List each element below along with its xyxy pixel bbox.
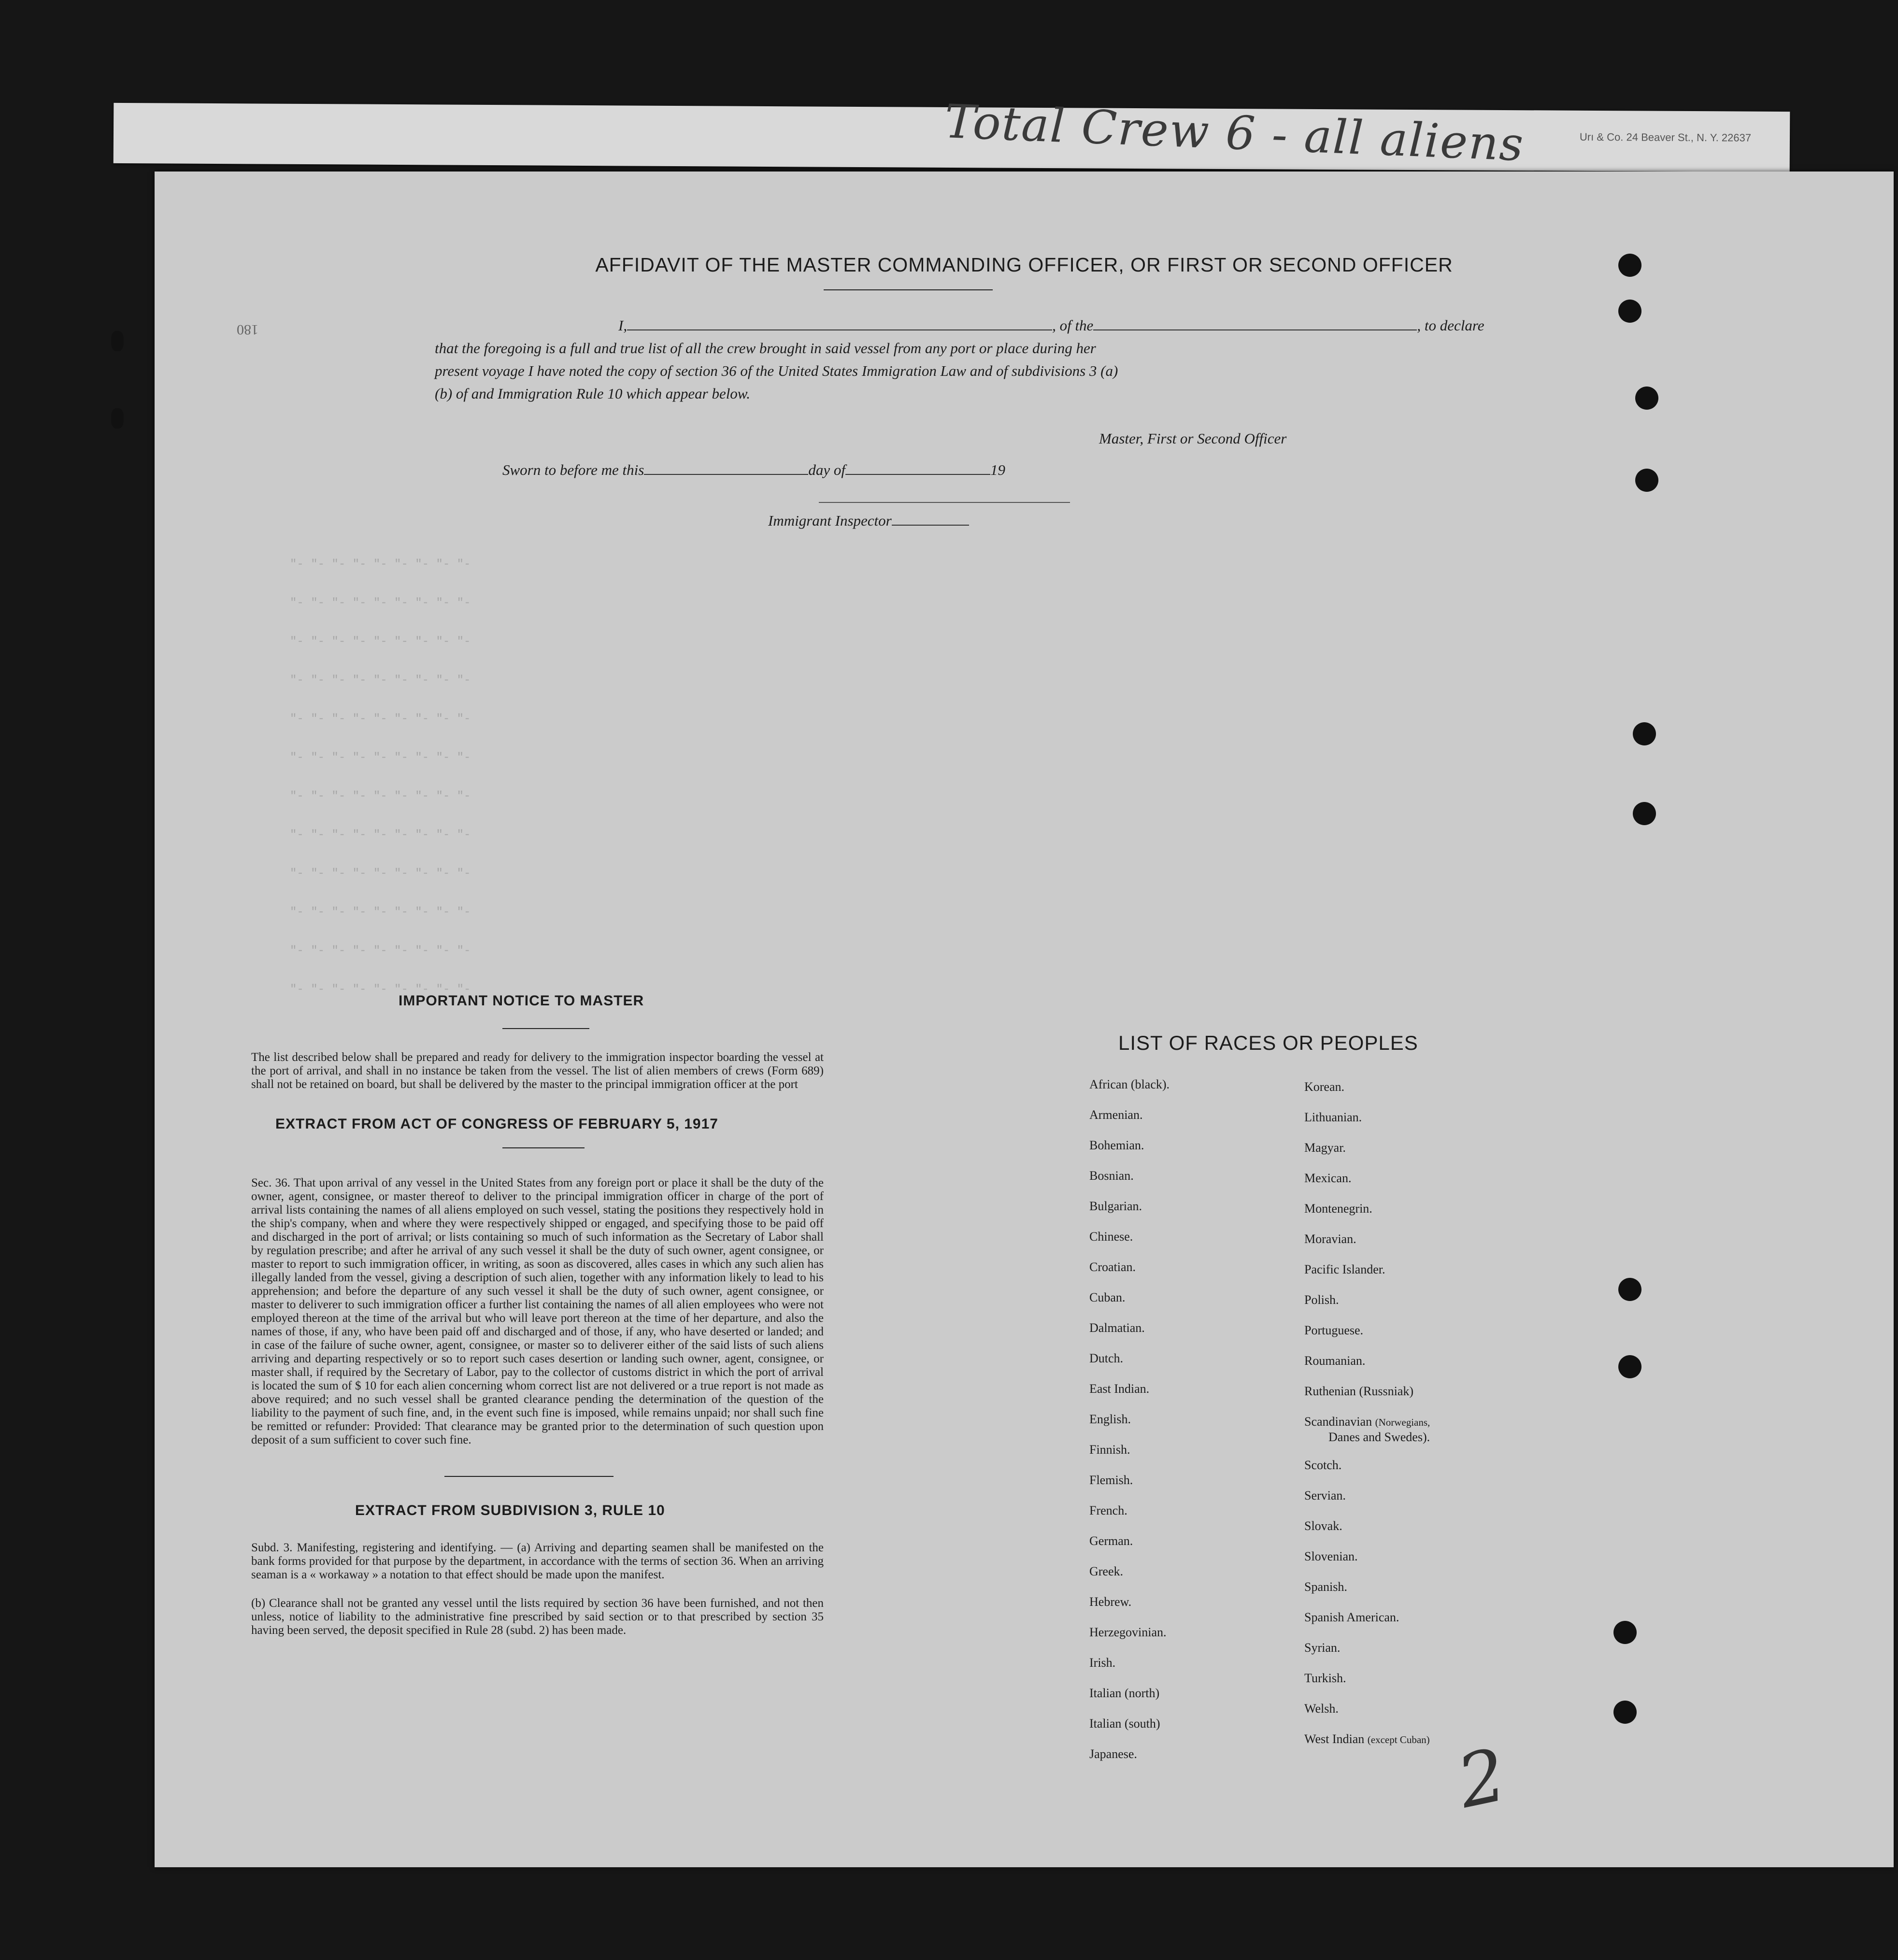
- punch-hole: [1613, 1621, 1637, 1644]
- race-item: Finnish.: [1089, 1443, 1130, 1457]
- bleed-through-text: "- "- "- "- "- "- "- "- "-: [290, 751, 471, 764]
- affidavit-title: AFFIDAVIT OF THE MASTER COMMANDING OFFICER, OR FIRST OR SECOND OFFICER: [595, 254, 1453, 276]
- act-title: EXTRACT FROM ACT OF CONGRESS OF FEBRUARY 5, 1917: [275, 1116, 718, 1132]
- punch-hole: [1635, 469, 1658, 492]
- affidavit-i: I,: [618, 317, 628, 334]
- sworn-day: day of: [808, 461, 845, 478]
- inspector-blank: [892, 525, 969, 526]
- race-item-note-text: Danes and Swedes).: [1328, 1430, 1430, 1444]
- handwritten-page-number: 2: [1450, 1732, 1513, 1825]
- act-underline: [502, 1147, 585, 1148]
- race-item: Armenian.: [1089, 1108, 1143, 1122]
- race-item: Herzegovinian.: [1089, 1625, 1167, 1639]
- race-item: Flemish.: [1089, 1473, 1133, 1487]
- punch-hole: [111, 331, 124, 351]
- race-item: Hebrew.: [1089, 1595, 1132, 1609]
- race-item: English.: [1089, 1412, 1131, 1426]
- punch-hole: [1633, 722, 1656, 745]
- sworn-month-blank: [845, 474, 990, 475]
- race-item: Portuguese.: [1304, 1323, 1364, 1337]
- inspector-text: Immigrant Inspector: [768, 512, 892, 529]
- race-item: Bohemian.: [1089, 1138, 1144, 1152]
- affidavit-text: [435, 314, 1484, 405]
- race-item-note: [1328, 1430, 1430, 1445]
- race-item: Italian (south): [1089, 1717, 1160, 1731]
- affidavit-of-the: , of the: [1052, 317, 1094, 334]
- printer-imprint: Urı & Co. 24 Beaver St., N. Y. 22637: [1579, 130, 1752, 144]
- race-item: Lithuanian.: [1304, 1110, 1362, 1124]
- race-item: Slovak.: [1304, 1519, 1342, 1533]
- bleed-through-text: "- "- "- "- "- "- "- "- "-: [290, 790, 471, 803]
- race-item: Welsh.: [1304, 1702, 1339, 1716]
- affidavit-declare: , to declare: [1417, 317, 1484, 334]
- notice-title: IMPORTANT NOTICE TO MASTER: [399, 993, 644, 1009]
- bleed-through-text: "- "- "- "- "- "- "- "- "-: [290, 674, 471, 687]
- races-title: LIST OF RACES OR PEOPLES: [1118, 1031, 1418, 1054]
- race-item: Scotch.: [1304, 1458, 1342, 1472]
- rule-body-b: (b) Clearance shall not be granted any vessel until the lists required by section 36 have been furnished, and not then unless, notice of liability to the administrative fine prescribed by said section or to that prescribed by section 35 having been served, the deposit specified in Rule 28 (subd. 2) has been made.: [251, 1597, 824, 1637]
- punch-hole: [1618, 1355, 1641, 1378]
- affidavit-page: [155, 172, 1894, 1867]
- punch-hole: [111, 408, 124, 429]
- punch-hole: [1618, 300, 1641, 323]
- bleed-through-text: "- "- "- "- "- "- "- "- "-: [290, 829, 471, 842]
- name-blank: [627, 329, 1052, 330]
- race-item: Servian.: [1304, 1488, 1346, 1502]
- punch-hole: [1618, 1278, 1641, 1301]
- race-item: Croatian.: [1089, 1260, 1136, 1274]
- inspector-line: [819, 502, 1070, 503]
- race-item: Irish.: [1089, 1656, 1116, 1670]
- race-item: Japanese.: [1089, 1747, 1137, 1761]
- affidavit-line: (b) of and Immigration Rule 10 which appear below.: [435, 385, 750, 402]
- race-item: Mexican.: [1304, 1171, 1352, 1185]
- race-item: Syrian.: [1304, 1641, 1341, 1655]
- race-item: Greek.: [1089, 1564, 1124, 1578]
- affidavit-line: that the foregoing is a full and true list of all the crew brought in said vessel from any port or place during her: [435, 340, 1096, 357]
- race-item: East Indian.: [1089, 1382, 1150, 1396]
- race-item: Dutch.: [1089, 1351, 1124, 1365]
- race-item: Pacific Islander.: [1304, 1262, 1385, 1276]
- race-item: Turkish.: [1304, 1671, 1346, 1685]
- race-item: German.: [1089, 1534, 1133, 1548]
- act-end-rule: [444, 1476, 614, 1477]
- race-item: [1304, 1415, 1430, 1429]
- race-item: Cuban.: [1089, 1290, 1126, 1304]
- signature-label: Master, First or Second Officer: [1099, 430, 1287, 447]
- sworn-year: 19: [990, 461, 1005, 478]
- bleed-through-text: "- "- "- "- "- "- "- "- "-: [290, 597, 471, 610]
- race-item: African (black).: [1089, 1077, 1170, 1091]
- race-item: Spanish American.: [1304, 1610, 1399, 1624]
- header-strip: [114, 94, 1790, 172]
- margin-mark: 180: [237, 322, 258, 338]
- race-item: Bosnian.: [1089, 1169, 1134, 1183]
- race-item: Roumanian.: [1304, 1354, 1366, 1368]
- race-item-label: West Indian: [1304, 1732, 1365, 1746]
- punch-hole: [1613, 1701, 1637, 1724]
- affidavit-line: present voyage I have noted the copy of section 36 of the United States Immigration Law and of subdivisions 3 (a): [435, 362, 1118, 379]
- race-item: Polish.: [1304, 1293, 1339, 1307]
- race-item: Moravian.: [1304, 1232, 1356, 1246]
- sworn-prefix: Sworn to before me this: [502, 461, 644, 478]
- inspector-label: [768, 512, 969, 529]
- bleed-through-text: "- "- "- "- "- "- "- "- "-: [290, 558, 471, 571]
- bleed-through-text: "- "- "- "- "- "- "- "- "-: [290, 906, 471, 919]
- race-item: Montenegrin.: [1304, 1202, 1372, 1216]
- handwritten-crew-note: Total Crew 6 - all aliens: [943, 94, 1526, 172]
- bleed-through-text: "- "- "- "- "- "- "- "- "-: [290, 944, 471, 958]
- race-item: Italian (north): [1089, 1686, 1160, 1700]
- bleed-through-text: "- "- "- "- "- "- "- "- "-: [290, 983, 471, 996]
- race-item: Dalmatian.: [1089, 1321, 1145, 1335]
- rule-title: EXTRACT FROM SUBDIVISION 3, RULE 10: [355, 1502, 665, 1518]
- bleed-through-text: "- "- "- "- "- "- "- "- "-: [290, 635, 471, 648]
- title-underline: [824, 289, 993, 290]
- sworn-date-blank: [644, 474, 808, 475]
- race-item: Ruthenian (Russniak): [1304, 1384, 1414, 1398]
- race-item-label: Scandinavian: [1304, 1415, 1372, 1429]
- bleed-through-text: "- "- "- "- "- "- "- "- "-: [290, 713, 471, 726]
- race-item: Slovenian.: [1304, 1549, 1358, 1563]
- rule-body-a: Subd. 3. Manifesting, registering and identifying. — (a) Arriving and departing seamen shall be manifested on the bank forms provided for that purpose by the department, in accordance with the terms of section 36. When an arriving seaman is a « workaway » a notation to that effect should be made upon the manifest.: [251, 1541, 824, 1581]
- race-item-note: (Norwegians,: [1375, 1416, 1430, 1428]
- race-item: [1304, 1732, 1430, 1746]
- vessel-blank: [1093, 329, 1417, 330]
- race-item: Bulgarian.: [1089, 1199, 1142, 1213]
- race-item: Korean.: [1304, 1080, 1345, 1094]
- notice-body: The list described below shall be prepared and ready for delivery to the immigration inspector boarding the vessel at the port of arrival, and shall in no instance be taken from the vessel. The list of alien members of crews (Form 689) shall not be retained on board, but shall be delivered by the master to the principal immigration officer at the port: [251, 1051, 824, 1091]
- race-item-note: (except Cuban): [1367, 1734, 1430, 1745]
- race-item: Spanish.: [1304, 1580, 1347, 1594]
- punch-hole: [1635, 386, 1658, 410]
- race-item: Magyar.: [1304, 1141, 1346, 1155]
- act-body: Sec. 36. That upon arrival of any vessel in the United States from any foreign port or place it shall be the duty of the owner, agent, consignee, or master thereof to deliver to the principal immigration officer in charge of the port of arrival lists containing the names of all aliens employed on such vessel, stating the positions they respectively hold in the ship's company, when and where they were respectively shipped or engaged, and specifying those to be paid off and discharged in the port of arrival; or lists containing so much of such information as the Secretary of Labor shall by regulation prescribe; and after he arrival of any such vessel it shall be the duty of such owner, agent consignee, or master to report to such immigration officer, in writing, as soon as discovered, alles cases in which any such alien has illegally landed from the vessel, giving a description of such alien, together with any information likely to lead to his apprehension; and before the departure of any such vessel it shall be the duty of such owner, agent consignee, or master to deliverer to such immigration officer a further list containing the names of all alien employees who were not employed thereon at the time of the arrival but who will leave port thereon at the time of her departure, and also the names of those, if any, who have been paid off and discharged and of those, if any, who have deserted or landed; and in case of the failure of suche owner, agent, consignee, or master so to deliverer either of the said lists of such aliens arriving and departing respectively or so to report such cases desertion or landing such owner, agent, consignee, or master shall, if required by the Secretary of Labor, pay to the collector of customs district in which the port of arrival is located the sum of $ 10 for each alien concerning whom correct list are not delivered or a true report is not made as above required; and no such vessel shall be granted clearance pending the determination of the question of the liability to the payment of such fine, and, in the event such fine is imposed, while remains unpaid; nor shall such fine be remitted or refunder: Provided: That clearance may be granted prior to the determination of such question upon deposit of a sum sufficient to cover such fine.: [251, 1176, 824, 1446]
- sworn-line: [502, 461, 1005, 479]
- bleed-through-text: "- "- "- "- "- "- "- "- "-: [290, 867, 471, 880]
- race-item: French.: [1089, 1503, 1127, 1517]
- punch-hole: [1633, 802, 1656, 825]
- race-item: Chinese.: [1089, 1230, 1133, 1244]
- notice-underline: [502, 1028, 589, 1029]
